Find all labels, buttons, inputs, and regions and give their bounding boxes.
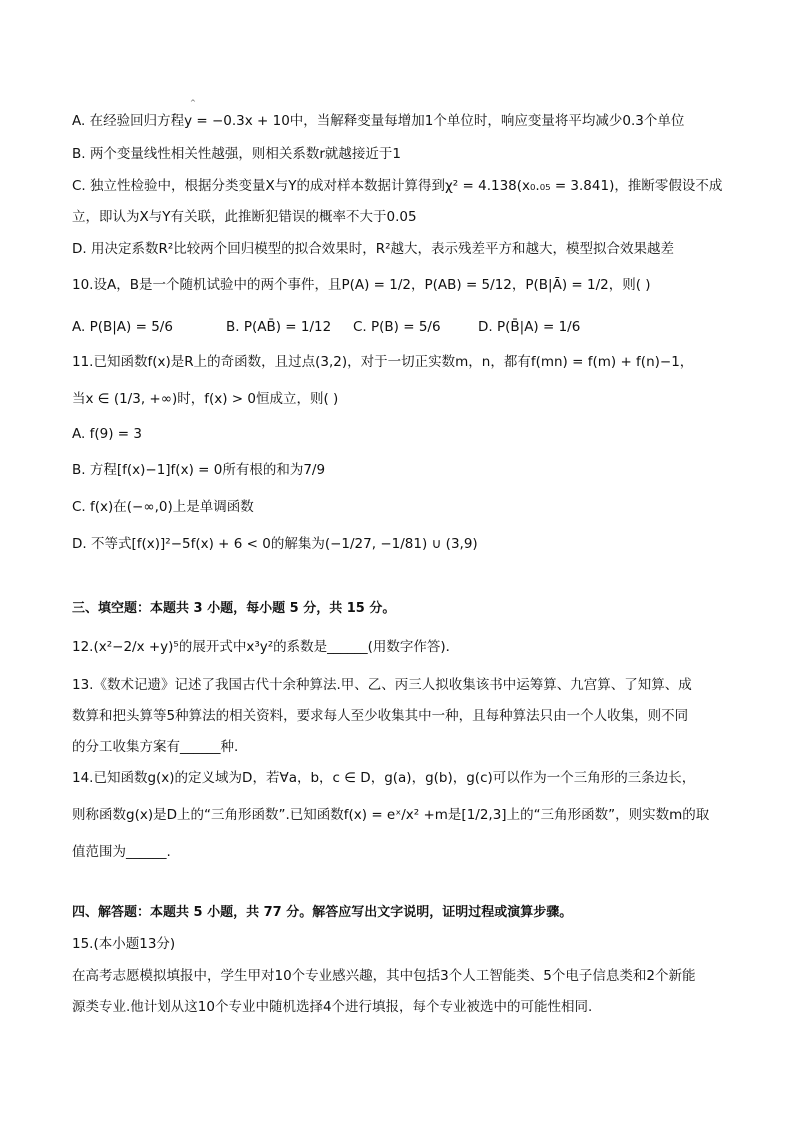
q15-title: 15.(本小题13分) — [72, 936, 176, 952]
q9-option-c-line2: 立，即认为X与Y有关联，此推断犯错误的概率不大于0.05 — [72, 209, 417, 225]
stray-mark: ^ — [190, 99, 196, 107]
q11-option-d: D. 不等式[f(x)]²−5f(x) + 6 < 0的解集为(−1/27, −1/81) ∪ (3,9) — [72, 536, 478, 552]
q10-option-d: D. P(B̄|A) = 1/6 — [478, 319, 581, 335]
q9-option-a: A. 在经验回归方程y = −0.3x + 10中，当解释变量每增加1个单位时，响应变量将平均减少0.3个单位 — [72, 113, 685, 129]
q10-option-a: A. P(B|A) = 5/6 — [72, 319, 173, 335]
q10-stem: 10.设A，B是一个随机试验中的两个事件，且P(A) = 1/2，P(AB) = 5/12，P(B|Ā) = 1/2，则( ) — [72, 277, 651, 293]
q15-line2: 源类专业.他计划从这10个专业中随机选择4个进行填报，每个专业被选中的可能性相同. — [72, 999, 593, 1015]
section-3-heading: 三、填空题：本题共 3 小题，每小题 5 分，共 15 分。 — [72, 601, 396, 616]
q13-line3: 的分工收集方案有______种. — [72, 739, 239, 755]
q9-option-b: B. 两个变量线性相关性越强，则相关系数r就越接近于1 — [72, 146, 401, 162]
section-4-heading: 四、解答题：本题共 5 小题，共 77 分。解答应写出文字说明，证明过程或演算步骤。 — [72, 905, 573, 920]
q14-line2: 则称函数g(x)是D上的“三角形函数”.已知函数f(x) = eˣ/x² +m是[1/2,3]上的“三角形函数”，则实数m的取 — [72, 807, 710, 823]
q12: 12.(x²−2/x +y)⁵的展开式中x³y²的系数是______(用数字作答)． — [72, 639, 460, 655]
q14-line1: 14.已知函数g(x)的定义域为D，若∀a，b，c ∈ D，g(a)，g(b)，g(c)可以作为一个三角形的三条边长， — [72, 770, 696, 786]
q13-line2: 数算和把头算等5种算法的相关资料，要求每人至少收集其中一种，且每种算法只由一个人收集，则不同 — [72, 708, 689, 724]
q9-option-d: D. 用决定系数R²比较两个回归模型的拟合效果时，R²越大，表示残差平方和越大，模型拟合效果越差 — [72, 241, 675, 257]
q11-option-b: B. 方程[f(x)−1]f(x) = 0所有根的和为7/9 — [72, 462, 326, 478]
q11-stem-line1: 11.已知函数f(x)是R上的奇函数，且过点(3,2)，对于一切正实数m，n，都有f(mn) = f(m) + f(n)−1， — [72, 354, 694, 370]
q15-line1: 在高考志愿模拟填报中，学生甲对10个专业感兴趣，其中包括3个人工智能类、5个电子信息类和2个新能 — [72, 968, 696, 984]
q11-option-a: A. f(9) = 3 — [72, 426, 142, 442]
q10-option-c: C. P(B) = 5/6 — [353, 319, 441, 335]
q11-stem-line2: 当x ∈ (1/3, +∞)时，f(x) > 0恒成立，则( ) — [72, 391, 339, 407]
q13-line1: 13.《数术记遗》记述了我国古代十余种算法.甲、乙、丙三人拟收集该书中运筹算、九宫算、了知算、成 — [72, 677, 692, 693]
q10-option-b: B. P(AB̄) = 1/12 — [226, 319, 332, 335]
q11-option-c: C. f(x)在(−∞,0)上是单调函数 — [72, 499, 254, 515]
q14-line3: 值范围为______. — [72, 844, 171, 860]
q9-option-c-line1: C. 独立性检验中，根据分类变量X与Y的成对样本数据计算得到χ² = 4.138(x₀.₀₅ = 3.841)，推断零假设不成 — [72, 178, 723, 194]
